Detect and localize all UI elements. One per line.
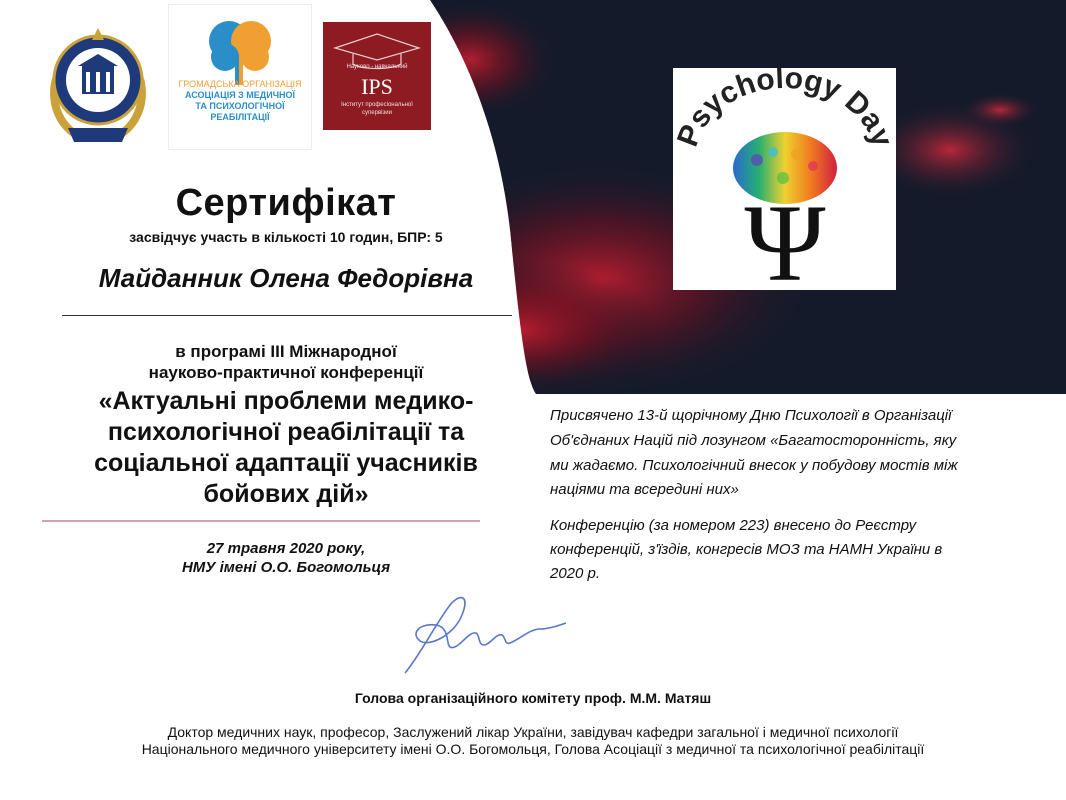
ips-abbr: IPS [361, 74, 393, 99]
name-underline [62, 315, 512, 316]
title-divider [42, 520, 480, 522]
signatory-description: Доктор медичних наук, професор, Заслужений лікар України, завідувач кафедри загальної і медичної психології [167, 724, 899, 740]
conference-title-line: психологічної реабілітації та [107, 418, 465, 446]
psi-symbol: Ψ [744, 182, 826, 290]
university-emblem-logo [38, 18, 158, 148]
conference-date: 27 травня 2020 року, [206, 540, 366, 557]
conference-title-line: «Актуальні проблеми медико- [98, 387, 474, 415]
conference-venue: НМУ імені О.О. Богомольця [181, 559, 391, 576]
registry-line: 2020 р. [550, 565, 601, 582]
ips-bottom-text: Інститут професіональної [341, 102, 413, 108]
tree-brain-icon [169, 11, 311, 89]
registry-line: Конференцію (за номером 223) внесено до Реєстру [550, 517, 917, 534]
association-line: ТА ПСИХОЛОГІЧНОЇ [195, 101, 285, 111]
ips-logo [323, 22, 431, 130]
association-line: АСОЦІАЦІЯ З МЕДИЧНОЇ [185, 90, 295, 100]
program-line: науково-практичної конференції [148, 363, 424, 382]
handwritten-signature [380, 585, 580, 685]
registry-line: конференцій, з'їздів, конгресів МОЗ та НАМН України в [550, 541, 943, 558]
ips-top-text: Науково - навчальний [346, 64, 408, 70]
conference-title-line: бойових дій» [203, 480, 369, 508]
psychology-day-logo [673, 68, 896, 290]
psychology-day-title: Psychology Day [673, 68, 896, 151]
psychology-day-graphic [673, 68, 896, 290]
dedication-line: ми жадаємо. Психологічний внесок у побудову мостів між [550, 457, 958, 474]
ips-bottom-text: супервізии [362, 110, 392, 116]
conference-title-line: соціальної адаптації учасників [94, 449, 478, 477]
dedication-line: націями та всередині них» [550, 481, 739, 498]
association-logo [168, 4, 312, 150]
association-text [169, 79, 311, 123]
association-line: ГРОМАДСЬКА ОРГАНІЗАЦІЯ [178, 79, 302, 89]
dedication-line: Присвячено 13-й щорічному Дню Психології в Організації [550, 407, 952, 424]
hours-line: засвідчує участь в кількості 10 годин, БПР: 5 [129, 229, 443, 245]
signatory-description: Національного медичного університету імені О.О. Богомольця, Голова Асоціації з медичної та психологічної реабілітації [141, 741, 925, 757]
association-line: РЕАБІЛІТАЦІЇ [210, 112, 270, 122]
recipient-name: Майданник Олена Федорівна [98, 263, 474, 293]
certificate-title: Сертифікат [175, 182, 397, 224]
dedication-line: Об'єднаних Націй під лозунгом «Багатосторонність, яку [550, 432, 957, 449]
signatory-title: Голова організаційного комітету проф. М.М. Матяш [354, 690, 712, 706]
program-line: в програмі ІІІ Міжнародної [175, 342, 397, 361]
